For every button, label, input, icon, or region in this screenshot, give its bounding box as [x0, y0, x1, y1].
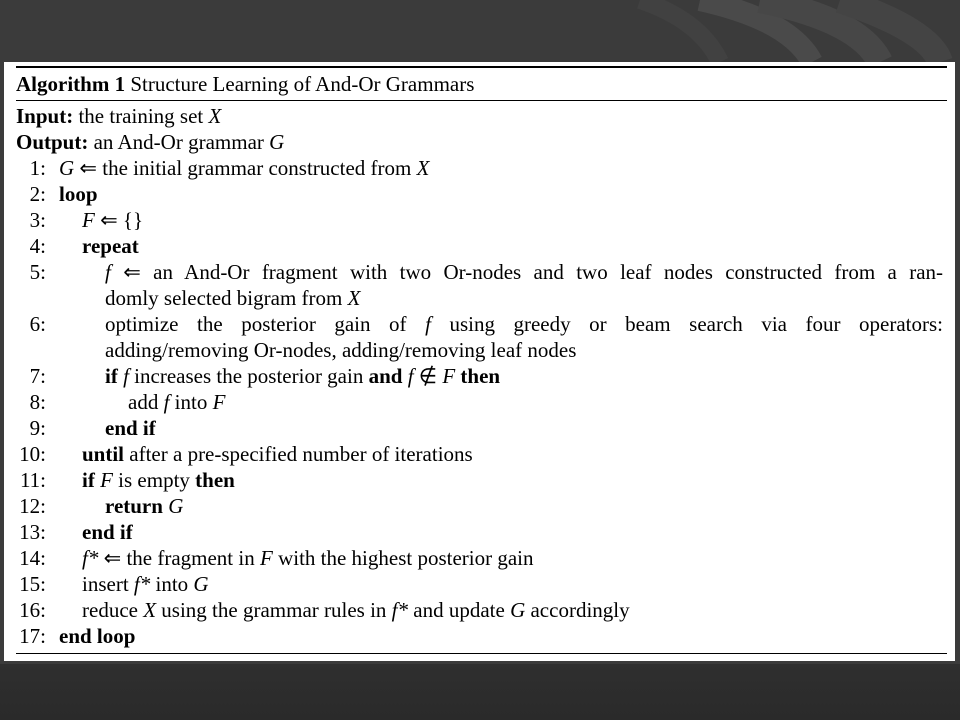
bottom-rule	[16, 653, 947, 655]
algorithm-box: Algorithm 1 Structure Learning of And-Or Grammars Input: the training set X Output: an And-Or grammar G 1: G ⇐ the initial grammar constructed from X 2: loop 3: F ⇐ {} 4: repeat 5: f ⇐ an And-Or fragment with two Or-nodes and two leaf nodes constructed from a ran- domly selected bigram from X 6: optimize the posterior gain of f using greedy or beam search via four operators: adding/removing Or-nodes, adding/removing leaf nodes 7: if f increases the posterior gain and f ∉ F then 8: add f into F 9: end if 10: until after a pre-specified number of iterations 11: if F is empty then 12: return G 13: end if 14: f* ⇐ the fragment in F with the highest posterior gain 15: insert f* into G 16: reduce X using the grammar rules in f* and update G accordingly 17: end loop	[4, 62, 955, 661]
header-rule	[16, 100, 947, 101]
output-line: Output: an And-Or grammar G	[16, 130, 285, 154]
top-rule	[16, 66, 947, 68]
algorithm-title-text: Structure Learning of And-Or Grammars	[130, 72, 475, 96]
input-line: Input: the training set X	[16, 104, 222, 128]
algorithm-label: Algorithm 1	[16, 72, 126, 96]
slide-footer-band	[0, 664, 960, 720]
algorithm-title	[16, 71, 474, 97]
